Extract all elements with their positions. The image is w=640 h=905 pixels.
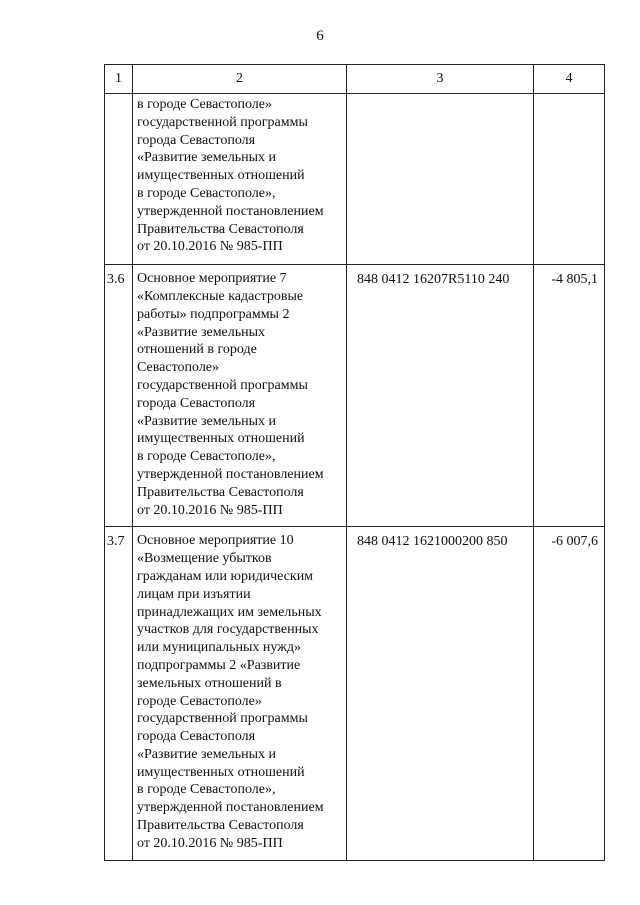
- table-row: [105, 265, 605, 527]
- description-line: земельных отношений в: [137, 675, 282, 691]
- budget-table: [104, 64, 605, 861]
- description-line: утвержденной постановлением: [137, 800, 324, 816]
- description-line: государственной программы: [137, 711, 308, 727]
- description-line: имущественных отношений: [137, 168, 305, 184]
- row-number: 3.7: [105, 527, 133, 860]
- description-line: Севастополе»: [137, 360, 220, 376]
- description-line: в городе Севастополе»,: [137, 185, 276, 201]
- column-header-1: 1: [105, 65, 133, 94]
- description-line: Основное мероприятие 7: [137, 271, 287, 287]
- page-number: 6: [316, 28, 324, 44]
- description-line: города Севастополя: [137, 395, 256, 411]
- row-amount: -6 007,6: [534, 527, 605, 860]
- description-line: государственной программы: [137, 377, 308, 393]
- row-description: [133, 527, 347, 860]
- description-line: имущественных отношений: [137, 431, 305, 447]
- table-row: [105, 527, 605, 860]
- row-amount: -4 805,1: [534, 265, 605, 527]
- description-line: имущественных отношений: [137, 764, 305, 780]
- description-line: города Севастополя: [137, 729, 256, 745]
- row-number: [105, 94, 133, 265]
- description-line: в городе Севастополе»: [137, 97, 272, 112]
- column-header-2: 2: [133, 65, 347, 94]
- description-line: в городе Севастополе»,: [137, 449, 276, 465]
- description-line: отношений в городе: [137, 342, 257, 358]
- description-line: «Развитие земельных и: [137, 746, 277, 762]
- description-line: в городе Севастополе»,: [137, 782, 276, 798]
- description-line: Правительства Севастополя: [137, 484, 304, 500]
- description-line: участков для государственных: [137, 622, 319, 638]
- description-line: или муниципальных нужд»: [137, 640, 302, 656]
- row-description: [133, 265, 347, 527]
- description-line: города Севастополя: [137, 132, 256, 148]
- description-line: от 20.10.2016 № 985-ПП: [137, 835, 283, 851]
- table-row: [105, 94, 605, 265]
- description-line: гражданам или юридическим: [137, 568, 314, 584]
- row-budget-code: 848 0412 16207R5110 240: [347, 265, 534, 527]
- description-line: утвержденной постановлением: [137, 203, 324, 219]
- description-line: «Развитие земельных и: [137, 150, 277, 166]
- row-amount: [534, 94, 605, 265]
- description-line: Правительства Севастополя: [137, 818, 304, 834]
- row-description: [133, 94, 347, 265]
- description-line: городе Севастополе»: [137, 693, 262, 709]
- column-header-4: 4: [534, 65, 605, 94]
- description-line: «Развитие земельных: [137, 324, 266, 340]
- row-number: 3.6: [105, 265, 133, 527]
- row-budget-code: 848 0412 1621000200 850: [347, 527, 534, 860]
- description-line: «Развитие земельных и: [137, 413, 277, 429]
- description-line: утвержденной постановлением: [137, 466, 324, 482]
- description-line: от 20.10.2016 № 985-ПП: [137, 502, 283, 518]
- table-header-row: [105, 65, 605, 94]
- description-line: Основное мероприятие 10: [137, 533, 294, 549]
- description-line: от 20.10.2016 № 985-ПП: [137, 239, 283, 255]
- row-budget-code: [347, 94, 534, 265]
- column-header-3: 3: [347, 65, 534, 94]
- description-line: работы» подпрограммы 2: [137, 306, 290, 322]
- description-line: принадлежащих им земельных: [137, 604, 322, 620]
- description-line: «Возмещение убытков: [137, 551, 272, 567]
- description-line: «Комплексные кадастровые: [137, 288, 304, 304]
- description-line: Правительства Севастополя: [137, 221, 304, 237]
- description-line: государственной программы: [137, 114, 308, 130]
- description-line: лицам при изъятии: [137, 586, 251, 602]
- description-line: подпрограммы 2 «Развитие: [137, 657, 301, 673]
